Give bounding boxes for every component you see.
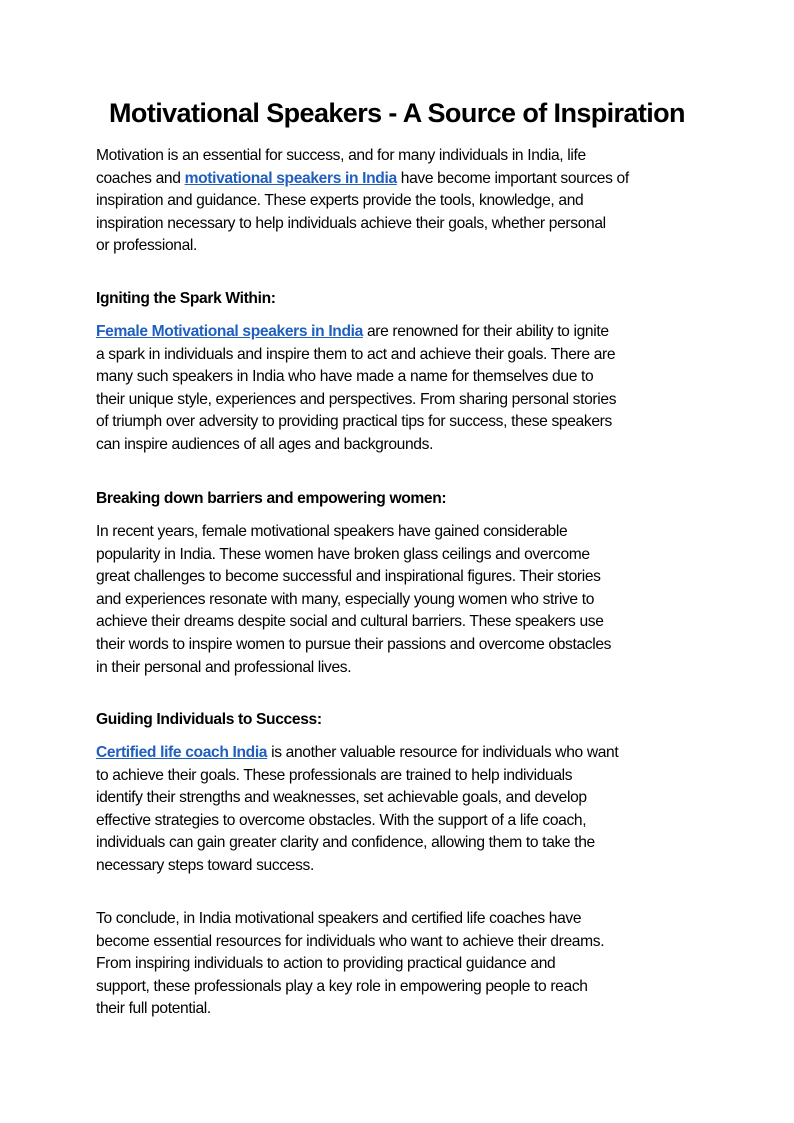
text-span: become essential resources for individuals who want to achieve their dreams. — [96, 932, 605, 950]
text-span: From inspiring individuals to action to providing practical guidance and — [96, 955, 556, 973]
paragraph-life-coach — [96, 742, 706, 878]
conclusion-paragraph — [96, 908, 706, 1021]
text-span: individuals can gain greater clarity and confidence, allowing them to take the — [96, 834, 595, 852]
text-span: their words to inspire women to pursue their passions and overcome obstacles — [96, 635, 612, 653]
text-line — [96, 434, 706, 457]
text-span: great challenges to become successful and inspirational figures. Their stories — [96, 568, 601, 586]
text-line — [96, 145, 706, 168]
text-line — [96, 810, 706, 833]
text-line — [96, 321, 706, 344]
inline-link[interactable]: motivational speakers in India — [184, 169, 397, 187]
text-span: popularity in India. These women have broken glass ceilings and overcome — [96, 545, 590, 563]
text-span: is another valuable resource for individuals who want — [267, 744, 619, 761]
text-span: inspiration and guidance. These experts provide the tools, knowledge, and — [96, 192, 584, 210]
text-line — [96, 544, 706, 567]
text-line — [96, 389, 706, 412]
text-span: support, these professionals play a key role in empowering people to reach — [96, 977, 588, 995]
text-span: many such speakers in India who have made a name for themselves due to — [96, 368, 594, 386]
intro-paragraph — [96, 145, 706, 258]
text-span: effective strategies to overcome obstacles. With the support of a life coach, — [96, 811, 587, 829]
text-line — [96, 953, 706, 976]
text-span: have become important sources of — [396, 169, 629, 187]
text-line — [96, 908, 706, 931]
text-span: can inspire audiences of all ages and backgrounds. — [96, 435, 434, 453]
text-line — [96, 855, 706, 878]
text-line — [96, 411, 706, 434]
text-line — [96, 213, 706, 236]
inline-link[interactable]: Certified life coach India — [96, 744, 268, 761]
text-span: of triumph over adversity to providing practical tips for success, these speakers — [96, 413, 612, 431]
text-line — [96, 168, 706, 191]
text-line — [96, 589, 706, 612]
heading-igniting-spark: Igniting the Spark Within: — [96, 290, 276, 307]
text-span: and experiences resonate with many, especially young women who strive to — [96, 590, 595, 608]
text-line — [96, 657, 706, 680]
text-line — [96, 190, 706, 213]
text-line — [96, 611, 706, 634]
text-span: coaches and — [96, 169, 185, 187]
text-span: their unique style, experiences and perspectives. From sharing personal stories — [96, 390, 617, 408]
heading-breaking-barriers: Breaking down barriers and empowering women: — [96, 490, 447, 507]
paragraph-female-speakers — [96, 321, 706, 457]
text-span: their full potential. — [96, 1000, 211, 1018]
text-span: In recent years, female motivational speakers have gained considerable — [96, 523, 568, 540]
text-span: are renowned for their ability to ignite — [362, 323, 609, 340]
text-line — [96, 765, 706, 788]
heading-guiding-success: Guiding Individuals to Success: — [96, 711, 322, 728]
text-span: in their personal and professional lives. — [96, 658, 352, 676]
text-span: inspiration necessary to help individuals achieve their goals, whether personal — [96, 214, 606, 232]
text-line — [96, 344, 706, 367]
text-span: necessary steps toward success. — [96, 856, 314, 874]
paragraph-empowering-women — [96, 521, 706, 679]
text-line — [96, 235, 706, 258]
text-span: achieve their dreams despite social and cultural barriers. These speakers use — [96, 613, 604, 631]
text-span: To conclude, in India motivational speakers and certified life coaches have — [96, 910, 582, 927]
text-span: Motivation is an essential for success, and for many individuals in India, life — [96, 147, 586, 164]
text-line — [96, 366, 706, 389]
text-span: a spark in individuals and inspire them to act and achieve their goals. There are — [96, 345, 616, 363]
document-title: Motivational Speakers - A Source of Inspiration — [109, 98, 685, 128]
text-span: identify their strengths and weaknesses, set achievable goals, and develop — [96, 789, 587, 807]
text-line — [96, 521, 706, 544]
text-line — [96, 787, 706, 810]
text-line — [96, 976, 706, 999]
text-line — [96, 566, 706, 589]
inline-link[interactable]: Female Motivational speakers in India — [96, 323, 363, 340]
text-line — [96, 931, 706, 954]
text-line — [96, 832, 706, 855]
text-line — [96, 634, 706, 657]
text-line — [96, 742, 706, 765]
text-line — [96, 998, 706, 1021]
text-span: to achieve their goals. These professionals are trained to help individuals — [96, 766, 573, 784]
text-span: or professional. — [96, 237, 198, 255]
